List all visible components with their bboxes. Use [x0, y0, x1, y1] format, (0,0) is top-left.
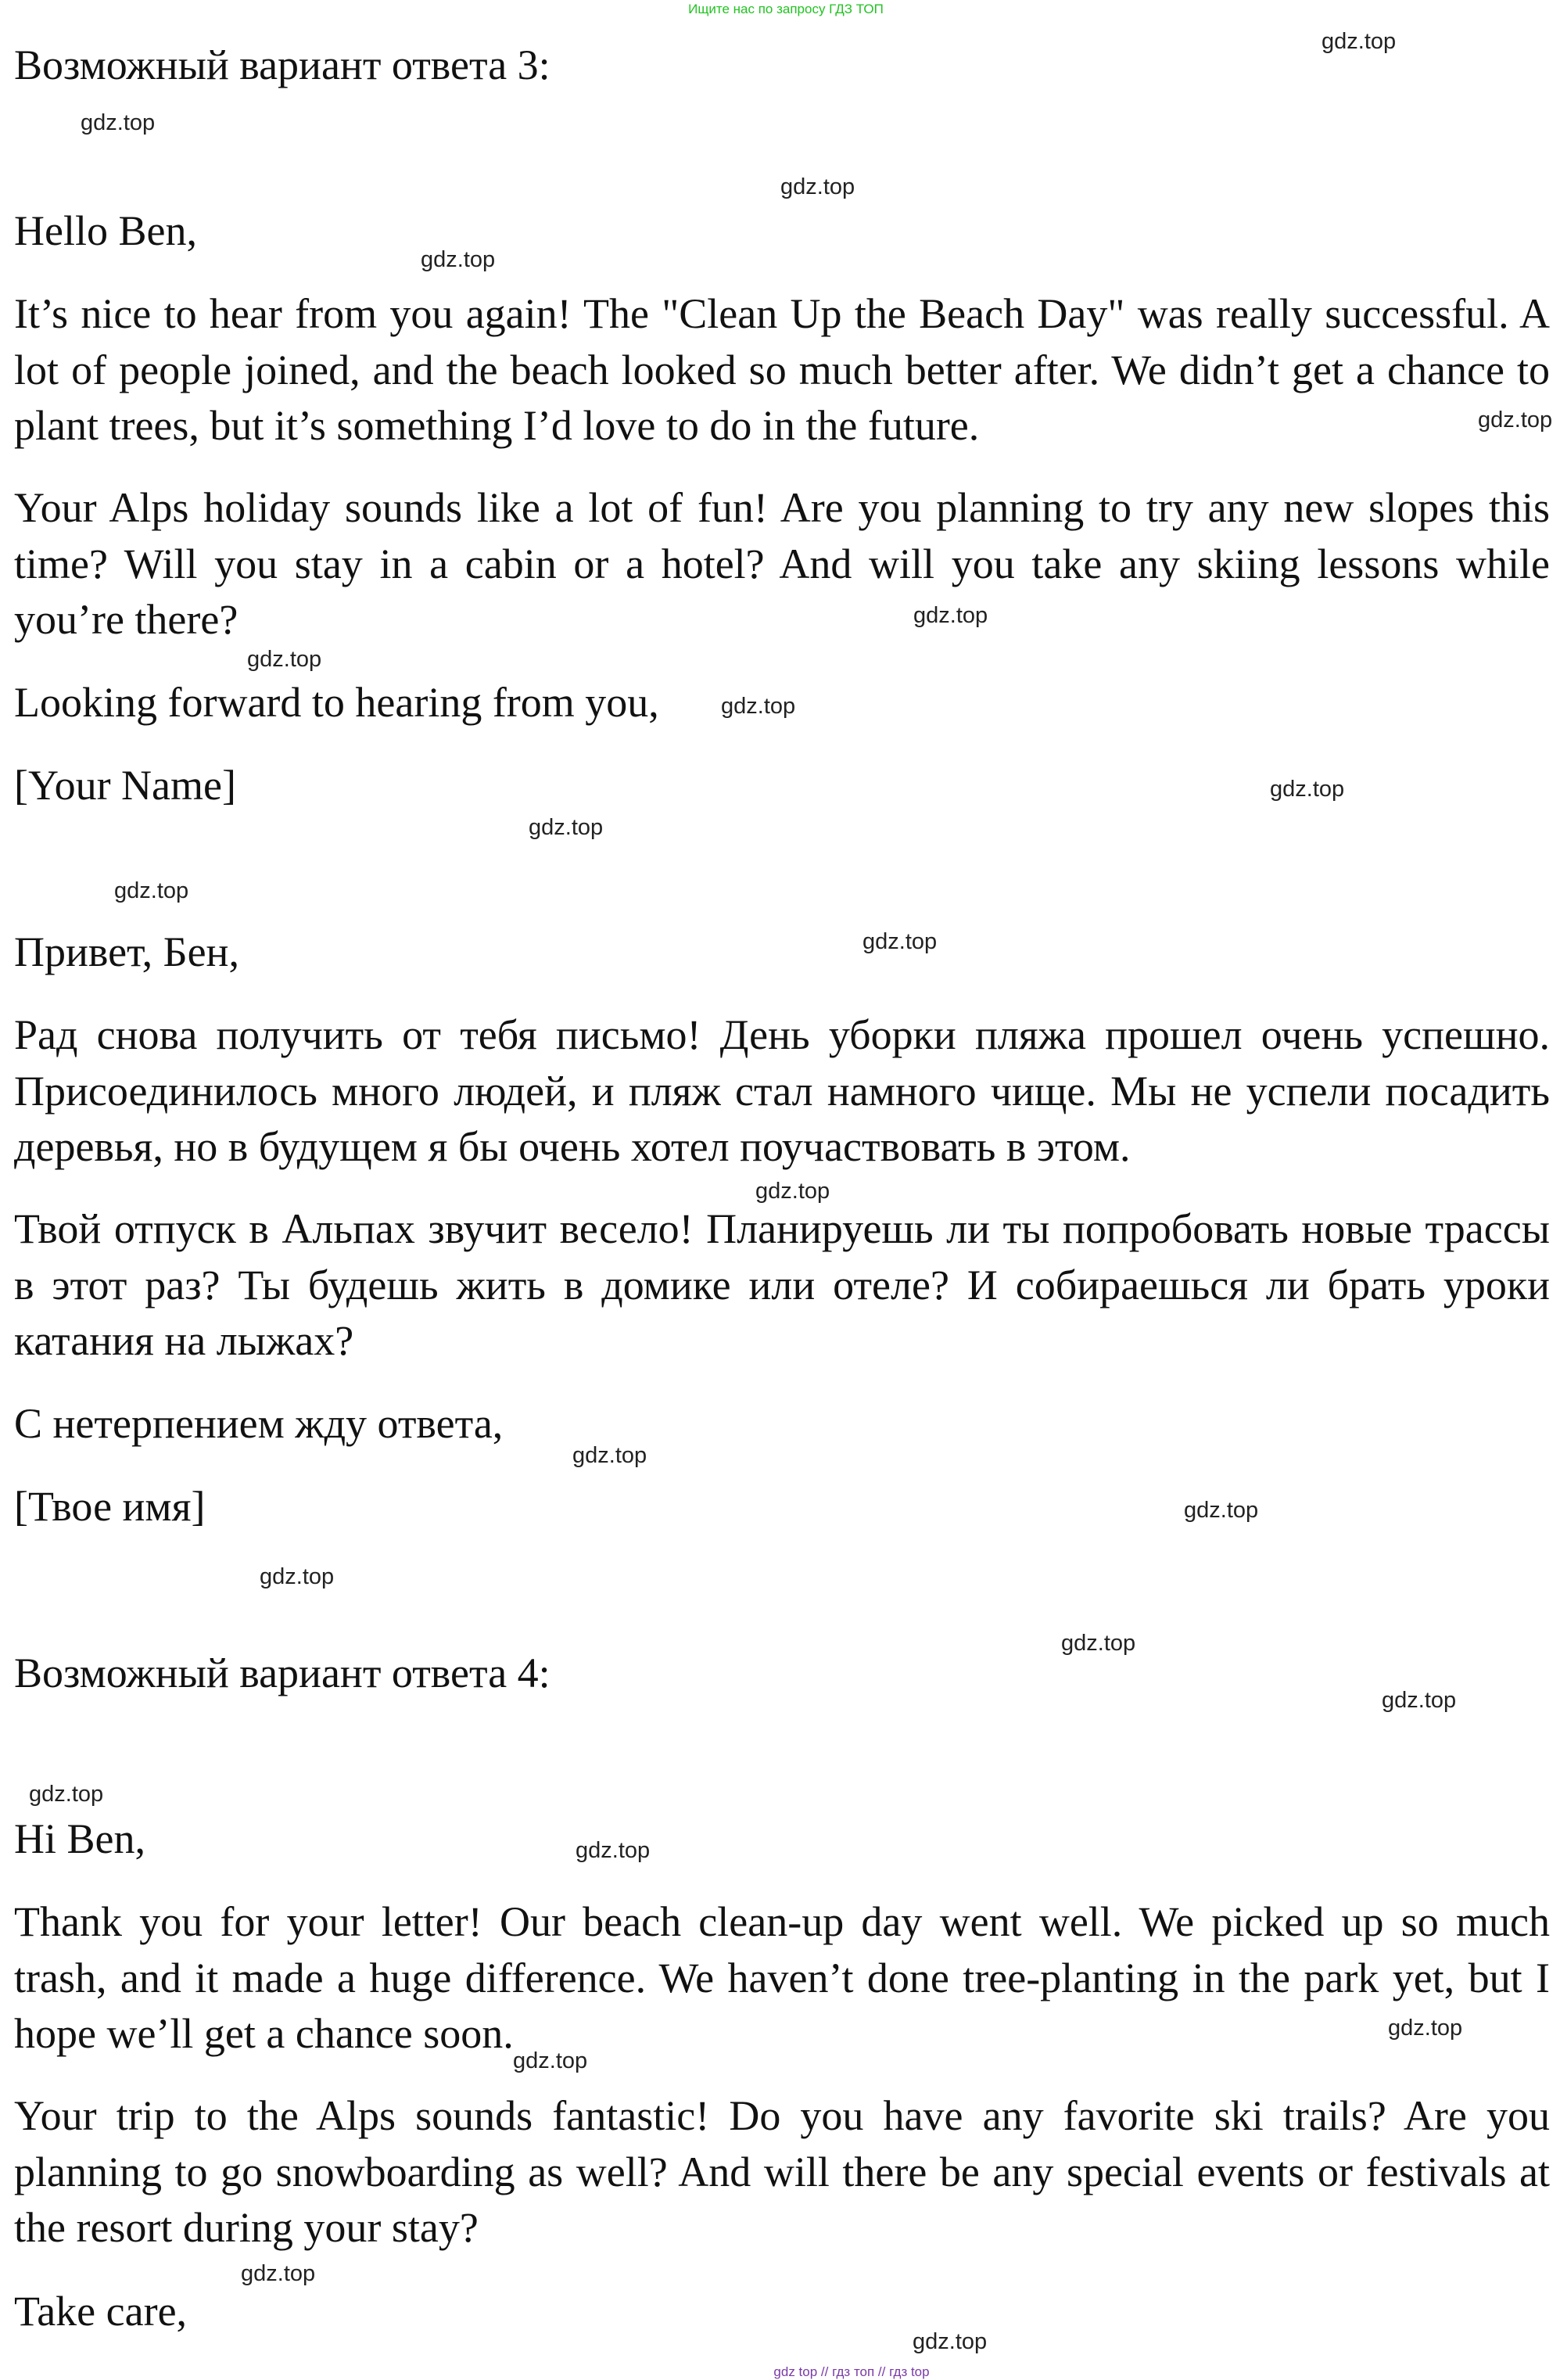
answer-4-paragraph-2: Your trip to the Alps sounds fantastic! Do you have any favorite ski trails? Are you planning to go snowboarding as well? And will there be any special events or festivals at the resort during your stay?: [14, 2092, 1550, 2251]
watermark: gdz.top: [1184, 1498, 1259, 1523]
watermark: gdz.top: [260, 1564, 335, 1589]
answer-4-paragraph-1: Thank you for your letter! Our beach clean-up day went well. We picked up so much trash, and it made a huge difference. We haven’t done tree-planting in the park yet, but I hope we’ll get a chance soon.: [14, 1898, 1550, 2057]
answer-3-ru-paragraph-1: Рад снова получить от тебя письмо! День уборки пляжа прошел очень успешно. Присоединилось много людей, и пляж стал намного чище. Мы не успели посадить деревья, но в будущем я бы очень хотел поучаствовать в этом.: [14, 1011, 1550, 1170]
watermark: gdz.top: [913, 603, 988, 628]
answer-3-greeting: Hello Ben,: [14, 207, 197, 254]
answer-4-greeting: Hi Ben,: [14, 1815, 145, 1862]
watermark: gdz.top: [862, 929, 938, 954]
watermark: gdz.top: [247, 647, 322, 672]
answer-3-closing: Looking forward to hearing from you,: [14, 679, 659, 726]
answer-3-ru-paragraph-2: Твой отпуск в Альпах звучит весело! Планируешь ли ты попробовать новые трассы в этот раз? Ты будешь жить в домике или отеле? И собираешься ли брать уроки катания на лыжах?: [14, 1205, 1550, 1364]
answer-3-paragraph-1: It’s nice to hear from you again! The "Clean Up the Beach Day" was really successful. A lot of people joined, and the beach looked so much better after. We didn’t get a chance to plant trees, but it’s something I’d love to do in the future.: [14, 290, 1550, 449]
watermark: gdz.top: [913, 2329, 988, 2354]
watermark: gdz.top: [755, 1179, 830, 1204]
watermark: gdz.top: [721, 694, 796, 719]
watermark: gdz.top: [241, 2261, 316, 2286]
watermark: gdz.top: [1388, 2016, 1463, 2041]
watermark: gdz.top: [81, 110, 156, 135]
watermark: gdz.top: [529, 815, 604, 840]
watermark: gdz.top: [421, 247, 496, 272]
answer-4-heading: Возможный вариант ответа 4:: [14, 1649, 550, 1696]
answer-3-ru-closing: С нетерпением жду ответа,: [14, 1400, 504, 1447]
answer-3-heading: Возможный вариант ответа 3:: [14, 41, 550, 88]
answer-3-signature: [Your Name]: [14, 762, 236, 809]
watermark: gdz.top: [114, 878, 189, 903]
watermark: gdz.top: [1478, 407, 1553, 433]
watermark: gdz.top: [1382, 1688, 1457, 1713]
answer-4-closing: Take care,: [14, 2288, 188, 2335]
top-banner[interactable]: Ищите нас по запросу ГДЗ ТОП: [688, 2, 884, 16]
watermark: gdz.top: [1061, 1631, 1136, 1656]
answer-3-paragraph-2: Your Alps holiday sounds like a lot of fun! Are you planning to try any new slopes this time? Will you stay in a cabin or a hotel? And will you take any skiing lessons while you’re there?: [14, 484, 1550, 643]
watermark: gdz.top: [572, 1443, 647, 1468]
watermark: gdz.top: [513, 2048, 588, 2073]
watermark: gdz.top: [780, 174, 855, 199]
bottom-banner[interactable]: gdz top // гдз топ // гдз top: [773, 2364, 930, 2379]
watermark: gdz.top: [576, 1838, 651, 1863]
answer-3-ru-greeting: Привет, Бен,: [14, 928, 239, 975]
watermark: gdz.top: [1322, 29, 1397, 54]
watermark: gdz.top: [29, 1782, 104, 1807]
watermark: gdz.top: [1270, 777, 1345, 802]
answer-3-ru-signature: [Твое имя]: [14, 1483, 206, 1530]
